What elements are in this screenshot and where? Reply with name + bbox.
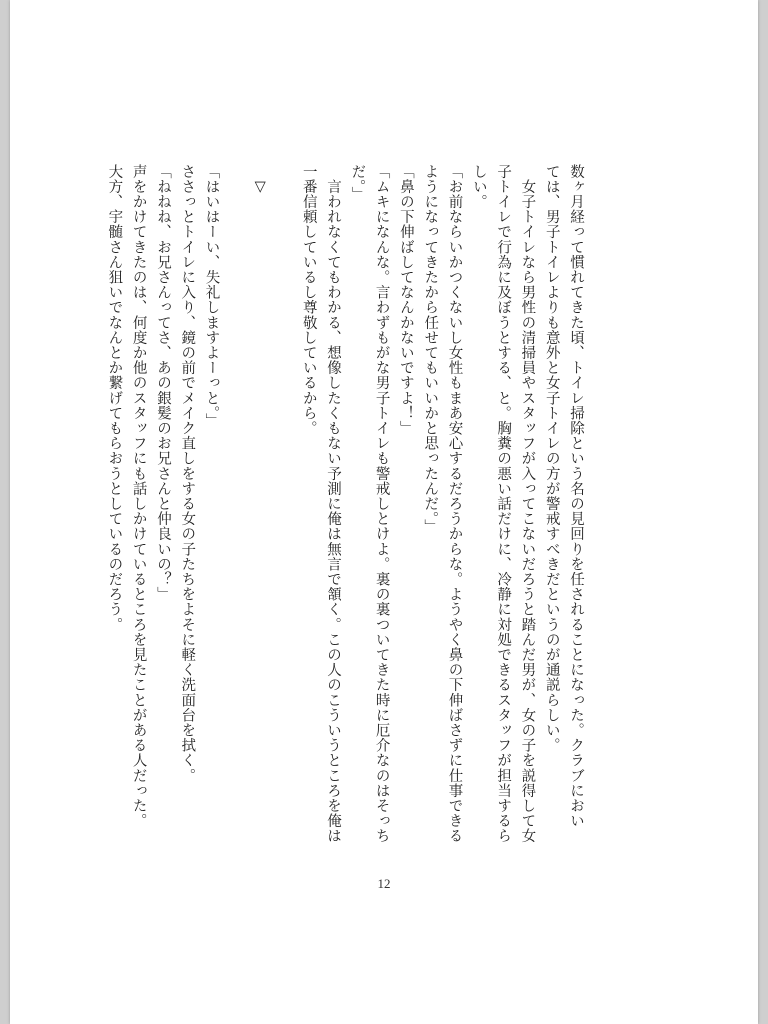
page-number: 12 xyxy=(377,876,391,891)
dialogue-line: 「はいはーい、失礼しますよーっと。」 xyxy=(203,164,220,429)
text-line: 大方、宇髄さん狙いでなんとか繋げてもらおうとしているのだろう。 xyxy=(106,164,123,633)
text-line: 女子トイレなら男性の清掃員やスタッフが入ってこないだろうと踏んだ男が、女の子を説得して女 xyxy=(519,164,536,844)
text-line: 一番信頼しているし尊敬しているから。 xyxy=(300,164,317,436)
text-line: 声をかけてきたのは、何度か他のスタッフにも話しかけているところを見たことがある人だった。 xyxy=(130,164,147,829)
text-line: 言われなくてもわかる、想像したくもない予測に俺は無言で頷く。この人のこういうところを俺は xyxy=(325,164,342,844)
dialogue-line: 「ムキになんな。言わずもがな男子トイレも警戒しとけよ。裏の裏ついてきた時に厄介なのはそっち xyxy=(373,164,390,844)
vertical-body-text xyxy=(102,164,588,864)
dialogue-line: 「お前ならいかつくないし女性もまあ安心するだろうからな。ようやく鼻の下伸ばさずに仕事できる xyxy=(446,164,463,844)
document-page xyxy=(10,0,758,1024)
text-line: しい。 xyxy=(470,164,487,210)
text-line: 子トイレで行為に及ぼうとする、と。胸糞の悪い話だけに、冷静に対処できるスタッフが担当するら xyxy=(495,164,512,844)
text-line: ささっとトイレに入り、鏡の前でメイク直しをする女の子たちをよそに軽く洗面台を拭く。 xyxy=(179,164,196,784)
blank-line xyxy=(272,164,296,864)
dialogue-line: ようになってきたから任せてもいいかと思ったんだ。」 xyxy=(422,164,439,535)
dialogue-line: 「ねねね、お兄さんってさ、あの銀髪のお兄さんと仲良いの？」 xyxy=(154,164,171,602)
scene-break-marker: ▽ xyxy=(252,164,269,196)
text-line: ては、男子トイレよりも意外と女子トイレの方が警戒すべきだというのが通説らしい。 xyxy=(543,164,560,753)
blank-line xyxy=(224,164,248,864)
dialogue-line: 「鼻の下伸ばしてなんかないですよ！」 xyxy=(397,164,414,436)
text-line: 数ヶ月経って慣れてきた頃、トイレ掃除という名の見回りを任されることになった。クラブにおい xyxy=(568,164,584,829)
dialogue-line: だ。」 xyxy=(349,164,366,203)
